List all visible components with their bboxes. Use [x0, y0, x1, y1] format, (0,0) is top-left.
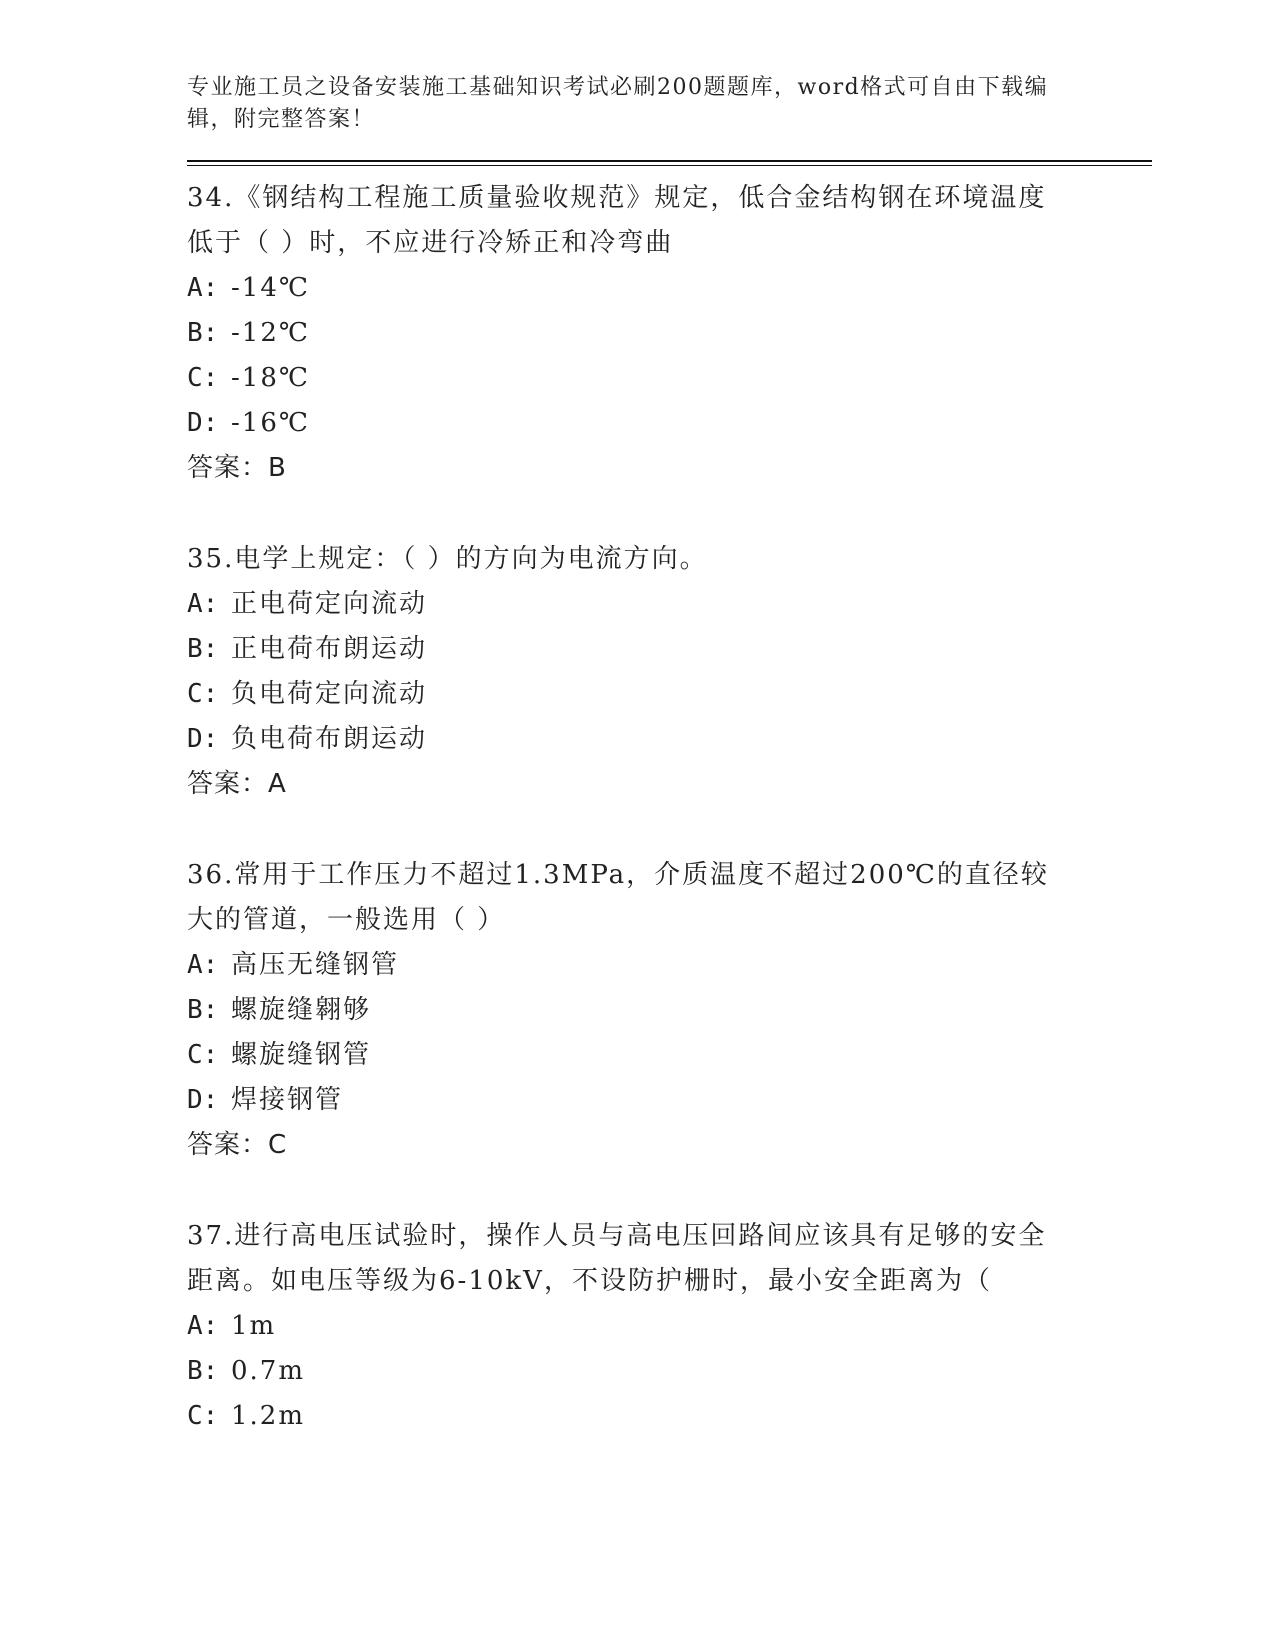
option-label: A:: [187, 950, 219, 980]
option-text: 正电荷定向流动: [231, 589, 428, 619]
option-a: [187, 943, 1152, 988]
question-text: 34.《钢结构工程施工质量验收规范》规定，低合金结构钢在环境温度低于（ ）时，不应进行冷矫正和冷弯曲: [187, 183, 1047, 258]
option-label: B:: [187, 1356, 219, 1386]
question-35: [187, 537, 1152, 807]
option-label: D:: [187, 408, 219, 438]
option-text: 1m: [231, 1311, 277, 1341]
document-header: 专业施工员之设备安装施工基础知识考试必刷200题题库，word格式可自由下载编辑，附完整答案！: [187, 75, 1049, 132]
option-c: [187, 356, 1152, 401]
option-d: [187, 1078, 1152, 1123]
option-text: -16℃: [231, 408, 310, 438]
option-label: C:: [187, 1401, 219, 1431]
option-label: D:: [187, 1085, 219, 1115]
option-c: [187, 1394, 1152, 1439]
option-b: [187, 311, 1152, 356]
question-spacer: [187, 807, 1152, 853]
option-label: C:: [187, 1040, 219, 1070]
option-text: 负电荷布朗运动: [231, 724, 428, 754]
option-label: A:: [187, 273, 219, 303]
option-text: -14℃: [231, 273, 310, 303]
option-d: [187, 717, 1152, 762]
option-text: 1.2m: [231, 1401, 306, 1431]
question-spacer: [187, 491, 1152, 537]
option-text: -12℃: [231, 318, 310, 348]
option-b: [187, 627, 1152, 672]
option-text: 螺旋缝翱够: [231, 995, 372, 1025]
option-a: [187, 1304, 1152, 1349]
option-c: [187, 672, 1152, 717]
question-spacer: [187, 1168, 1152, 1214]
option-text: -18℃: [231, 363, 310, 393]
option-label: D:: [187, 724, 219, 754]
option-label: B:: [187, 634, 219, 664]
option-text: 负电荷定向流动: [231, 679, 428, 709]
header-divider: [187, 160, 1152, 166]
question-34: [187, 176, 1152, 491]
answer-line: 答案：B: [187, 453, 287, 483]
option-c: [187, 1033, 1152, 1078]
option-label: C:: [187, 363, 219, 393]
option-label: B:: [187, 318, 219, 348]
option-text: 焊接钢管: [231, 1085, 344, 1115]
option-b: [187, 1349, 1152, 1394]
option-d: [187, 401, 1152, 446]
option-text: 0.7m: [231, 1356, 306, 1386]
option-label: B:: [187, 995, 219, 1025]
question-36: [187, 853, 1152, 1168]
option-a: [187, 266, 1152, 311]
option-label: C:: [187, 679, 219, 709]
option-a: [187, 582, 1152, 627]
option-label: A:: [187, 1311, 219, 1341]
question-text: 36.常用于工作压力不超过1.3MPa，介质温度不超过200℃的直径较大的管道，一般选用（ ）: [187, 860, 1049, 935]
option-text: 高压无缝钢管: [231, 950, 400, 980]
option-label: A:: [187, 589, 219, 619]
option-text: 正电荷布朗运动: [231, 634, 428, 664]
answer-line: 答案：C: [187, 1130, 288, 1160]
option-text: 螺旋缝钢管: [231, 1040, 372, 1070]
option-b: [187, 988, 1152, 1033]
document-page: [187, 72, 1152, 1439]
question-text: 35.电学上规定：（ ）的方向为电流方向。: [187, 544, 708, 574]
question-text: 37.进行高电压试验时，操作人员与高电压回路间应该具有足够的安全距离。如电压等级为6-10kV，不设防护栅时，最小安全距离为（: [187, 1221, 1047, 1296]
question-37: [187, 1214, 1152, 1439]
answer-line: 答案：A: [187, 769, 287, 799]
